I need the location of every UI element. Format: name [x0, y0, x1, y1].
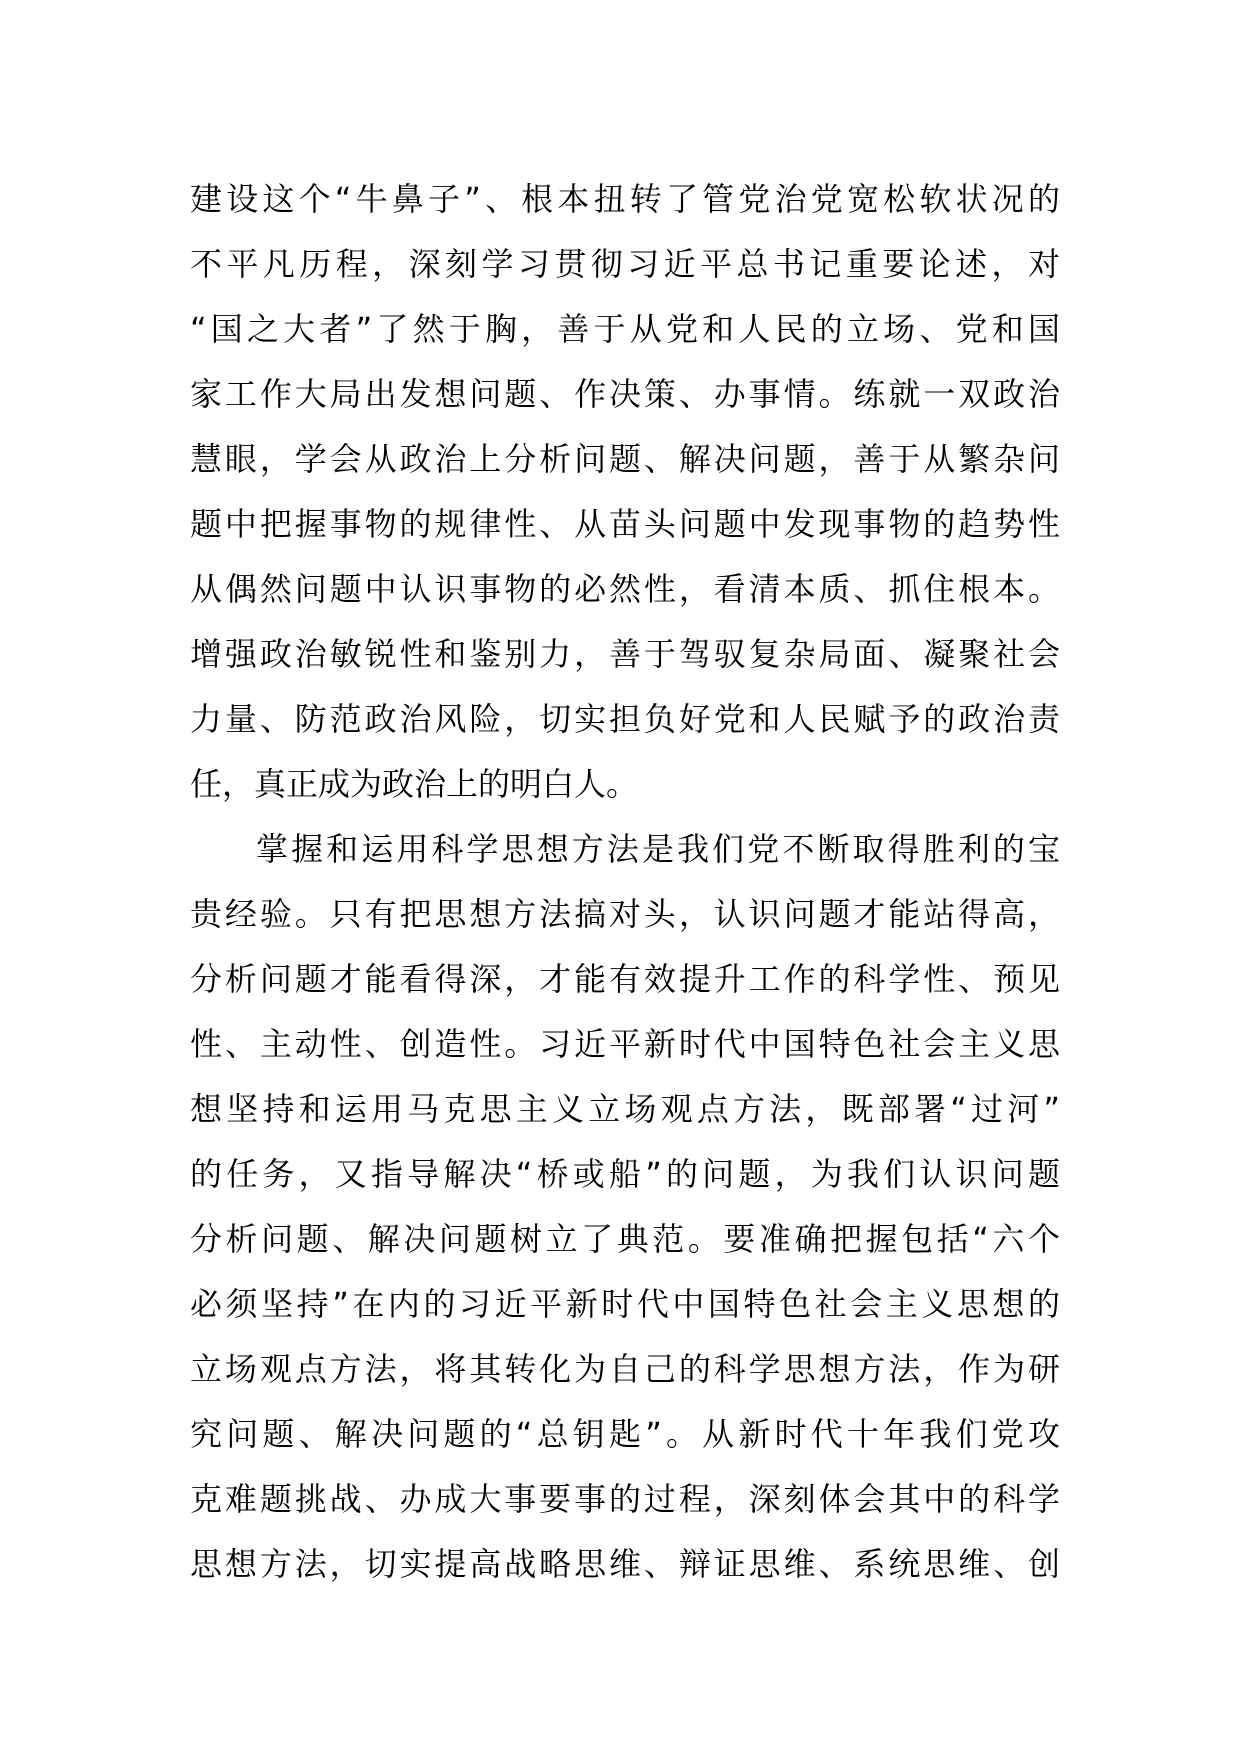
paragraph: [190, 167, 1060, 817]
text-line: 家工作大局出发想问题、作决策、办事情。练就一双政治: [190, 375, 1060, 413]
text-line: 力量、防范政治风险，切实担负好党和人民赋予的政治责: [190, 700, 1060, 738]
text-line: 任，真正成为政治上的明白人。: [190, 765, 639, 803]
document-body: [190, 167, 1060, 1597]
text-line: 不平凡历程，深刻学习贯彻习近平总书记重要论述，对: [190, 245, 1060, 283]
text-line: 从偶然问题中认识事物的必然性，看清本质、抓住根本。: [190, 570, 1060, 608]
text-line: 贵经验。只有把思想方法搞对头，认识问题才能站得高，: [190, 895, 1060, 933]
text-line: 克难题挑战、办成大事要事的过程，深刻体会其中的科学: [190, 1480, 1060, 1518]
text-line: 的任务，又指导解决“桥或船”的问题，为我们认识问题: [190, 1155, 1060, 1193]
text-line: 分析问题才能看得深，才能有效提升工作的科学性、预见: [190, 960, 1060, 998]
text-line: 慧眼，学会从政治上分析问题、解决问题，善于从繁杂问: [190, 440, 1060, 478]
text-line: 必须坚持”在内的习近平新时代中国特色社会主义思想的: [190, 1285, 1060, 1323]
paragraph: [190, 817, 1060, 1597]
text-line: 题中把握事物的规律性、从苗头问题中发现事物的趋势性: [190, 505, 1060, 543]
text-line: 立场观点方法，将其转化为自己的科学思想方法，作为研: [190, 1350, 1060, 1388]
text-line: 思想方法，切实提高战略思维、辩证思维、系统思维、创: [190, 1545, 1060, 1583]
text-line: 想坚持和运用马克思主义立场观点方法，既部署“过河”: [190, 1090, 1060, 1128]
text-line: 性、主动性、创造性。习近平新时代中国特色社会主义思: [190, 1025, 1060, 1063]
text-line: “国之大者”了然于胸，善于从党和人民的立场、党和国: [190, 310, 1060, 348]
text-line: 分析问题、解决问题树立了典范。要准确把握包括“六个: [190, 1220, 1060, 1258]
text-line: 建设这个“牛鼻子”、根本扭转了管党治党宽松软状况的: [190, 180, 1060, 218]
text-line: 掌握和运用科学思想方法是我们党不断取得胜利的宝: [256, 830, 1060, 868]
text-line: 究问题、解决问题的“总钥匙”。从新时代十年我们党攻: [190, 1415, 1060, 1453]
text-line: 增强政治敏锐性和鉴别力，善于驾驭复杂局面、凝聚社会: [190, 635, 1060, 673]
